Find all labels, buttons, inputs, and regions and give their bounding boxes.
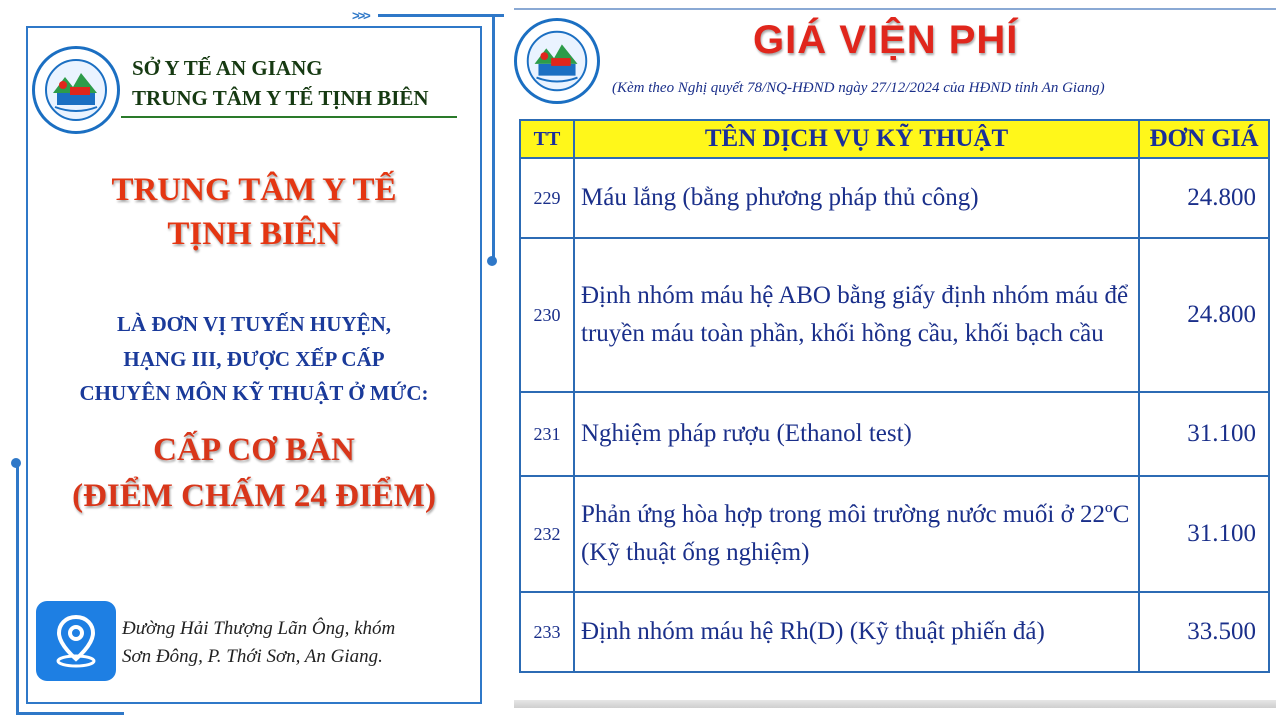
header-divider [121, 116, 457, 118]
row-price: 31.100 [1139, 476, 1269, 592]
hospital-logo-emblem [35, 49, 117, 131]
intro-title-line2: TỊNH BIÊN [167, 216, 341, 252]
fee-title: GIÁ VIỆN PHÍ [753, 18, 1019, 62]
map-pin-icon [36, 601, 116, 681]
frame-dot-left [11, 458, 21, 468]
row-tt: 231 [520, 392, 574, 476]
intro-title-line1: TRUNG TÂM Y TẾ [111, 172, 397, 208]
row-service-line2: truyền máu toàn phần, khối hồng cầu, khối bạch cầu [581, 320, 1104, 347]
intro-desc-line2: HẠNG III, ĐƯỢC XẾP CẤP [123, 347, 385, 371]
center-name: TRUNG TÂM Y TẾ TỊNH BIÊN [132, 86, 429, 110]
fee-panel-shadow [514, 700, 1276, 708]
row-service-name [574, 158, 1139, 238]
row-service-line1: Phản ứng hòa hợp trong môi trường nước muối ở 22ºC [581, 501, 1130, 528]
row-service-name [574, 392, 1139, 476]
fee-logo-emblem [517, 21, 597, 101]
fee-panel-top-border [514, 8, 1276, 10]
frame-line-vertical [492, 14, 495, 260]
level-line1: CẤP CƠ BẢN [153, 432, 355, 468]
table-row [520, 238, 1269, 392]
hospital-logo [32, 46, 120, 134]
table-row [520, 592, 1269, 672]
fee-table-header [520, 120, 1269, 158]
row-price: 31.100 [1139, 392, 1269, 476]
address-line2: Sơn Đông, P. Thới Sơn, An Giang. [122, 646, 383, 667]
row-service-line2: (Kỹ thuật ống nghiệm) [581, 539, 810, 566]
column-header-tt: TT [520, 120, 574, 158]
row-service-line1: Định nhóm máu hệ Rh(D) (Kỹ thuật phiến đá) [581, 618, 1045, 645]
row-price: 33.500 [1139, 592, 1269, 672]
fee-table [519, 119, 1270, 673]
row-service-name [574, 592, 1139, 672]
intro-desc-line1: LÀ ĐƠN VỊ TUYẾN HUYỆN, [116, 312, 391, 336]
table-row [520, 158, 1269, 238]
table-row [520, 476, 1269, 592]
table-row [520, 392, 1269, 476]
frame-line-left [16, 466, 19, 714]
frame-line-top [378, 14, 504, 17]
row-service-line1: Định nhóm máu hệ ABO bằng giấy định nhóm máu để [581, 282, 1129, 309]
row-price: 24.800 [1139, 158, 1269, 238]
level-line2: (ĐIỂM CHẤM 24 ĐIỂM) [72, 478, 436, 514]
row-price: 24.800 [1139, 238, 1269, 392]
row-service-name [574, 476, 1139, 592]
intro-desc-line3: CHUYÊN MÔN KỸ THUẬT Ở MỨC: [79, 381, 429, 405]
row-tt: 232 [520, 476, 574, 592]
column-header-name: TÊN DỊCH VỤ KỸ THUẬT [574, 120, 1139, 158]
department-name: SỞ Y TẾ AN GIANG [132, 56, 323, 80]
row-tt: 229 [520, 158, 574, 238]
fee-subtitle: (Kèm theo Nghị quyết 78/NQ-HĐND ngày 27/12/2024 của HĐND tỉnh An Giang) [612, 80, 1105, 96]
column-header-price: ĐƠN GIÁ [1139, 120, 1269, 158]
row-service-line1: Máu lắng (bằng phương pháp thủ công) [581, 184, 979, 211]
address-line1: Đường Hải Thượng Lãn Ông, khóm [122, 618, 396, 639]
row-tt: 233 [520, 592, 574, 672]
row-service-line1: Nghiệm pháp rượu (Ethanol test) [581, 420, 912, 447]
frame-line-bottom [16, 712, 124, 715]
frame-dot [487, 256, 497, 266]
row-tt: 230 [520, 238, 574, 392]
row-service-name [574, 238, 1139, 392]
fee-logo [514, 18, 600, 104]
frame-chevrons: >>> [352, 8, 369, 23]
